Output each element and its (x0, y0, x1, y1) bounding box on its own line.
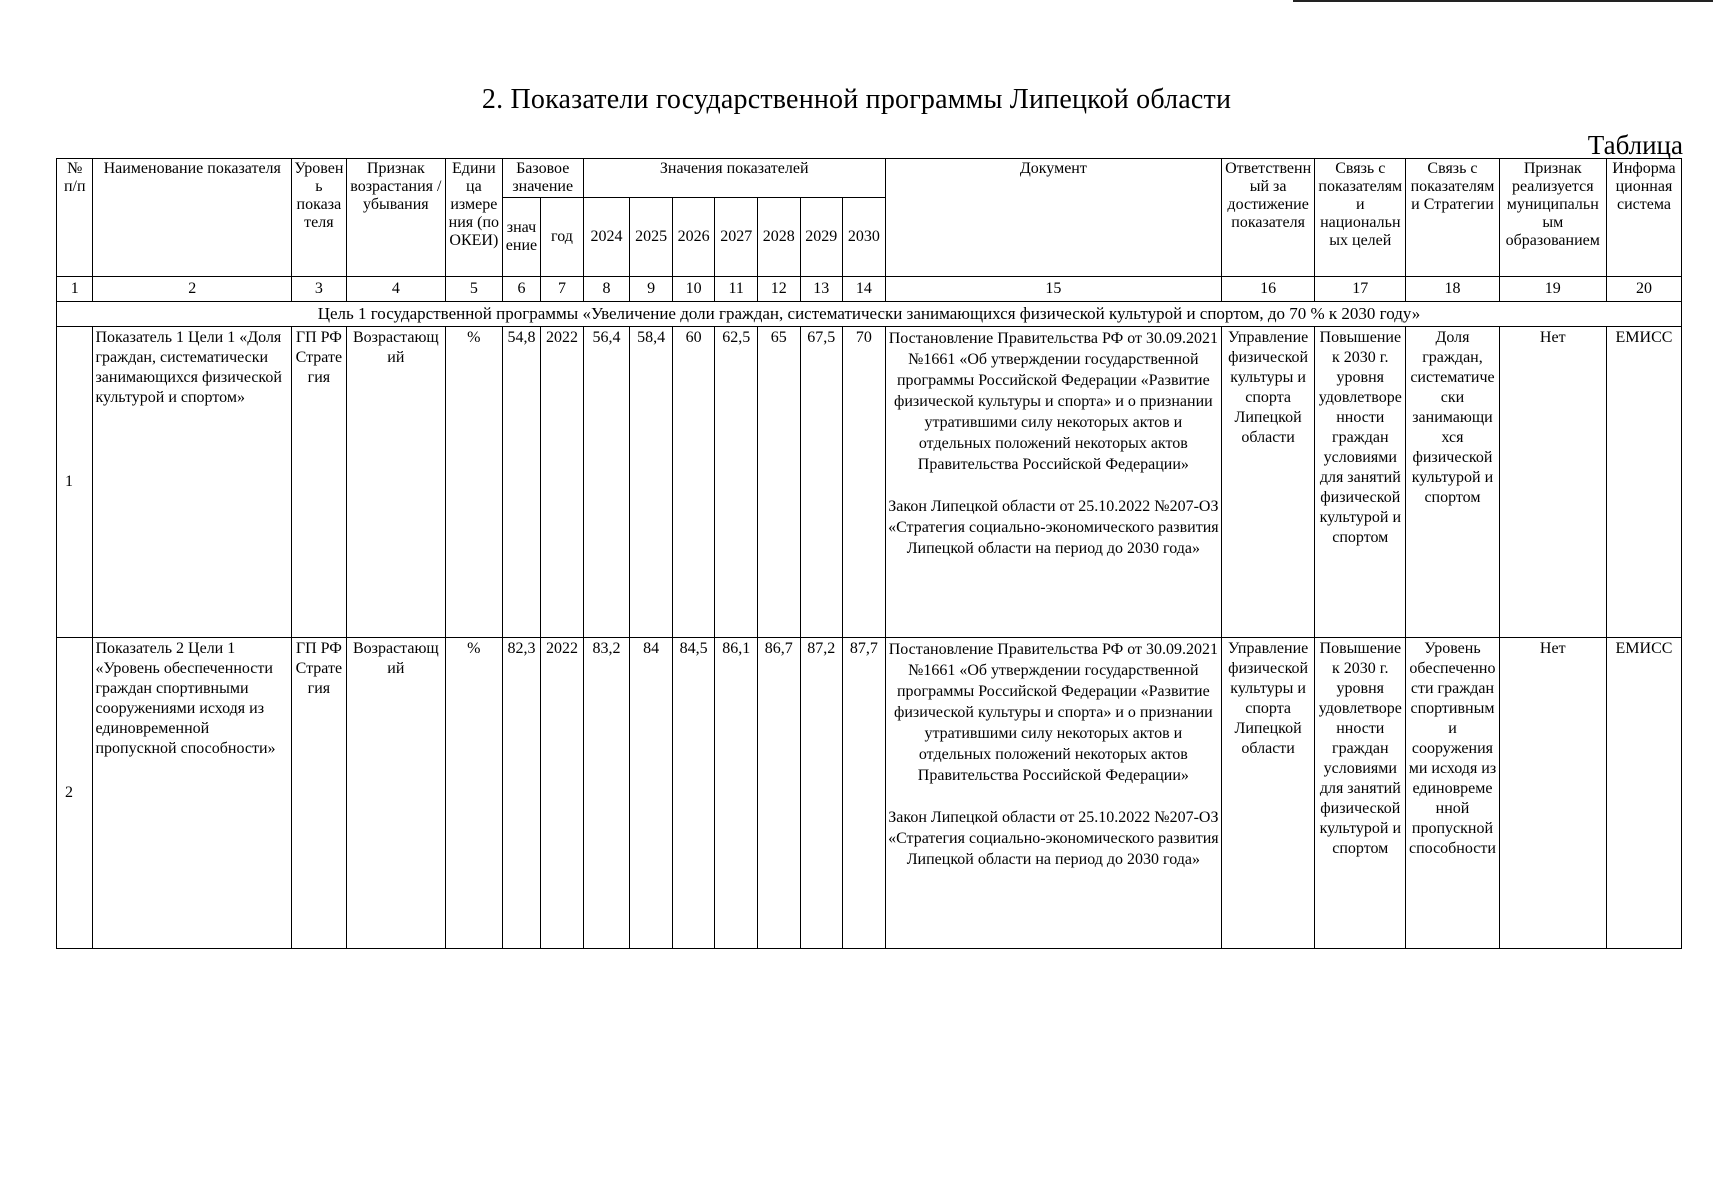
value-2026: 60 (672, 327, 715, 638)
column-number: 17 (1315, 277, 1406, 302)
header-year: 2030 (843, 198, 886, 277)
column-number: 2 (93, 277, 292, 302)
indicator-sign: Возрастающий (346, 327, 445, 638)
header-unit: Единица измерения (по ОКЕИ) (445, 159, 502, 277)
value-2029: 87,2 (800, 638, 843, 949)
value-2027: 62,5 (715, 327, 758, 638)
document-cell (885, 327, 1221, 638)
column-number: 4 (346, 277, 445, 302)
goal-row (57, 302, 1682, 327)
column-number: 1 (57, 277, 93, 302)
document-cell (885, 638, 1221, 949)
indicator-unit: % (445, 327, 502, 638)
column-number: 14 (843, 277, 886, 302)
document-law: Закон Липецкой области от 25.10.2022 №207-ОЗ «Стратегия социально-экономического развития Липецкой области на период до 2030 года» (888, 809, 1219, 868)
column-number: 16 (1222, 277, 1315, 302)
table-row (57, 327, 1682, 638)
column-number: 11 (715, 277, 758, 302)
document-decree: Постановление Правительства РФ от 30.09.2021 №1661 «Об утверждении государственной программы Российской Федерации «Развитие физической культуры и спорта» и о признании утратившими силу некоторых актов и отдельных положений некоторых актов Правительства Российской Федерации» (888, 330, 1218, 473)
header-year: 2025 (630, 198, 673, 277)
column-number: 13 (800, 277, 843, 302)
column-number: 19 (1499, 277, 1606, 302)
header-info-system: Информационная система (1606, 159, 1681, 277)
table-label: Таблица (1587, 130, 1683, 160)
value-2029: 67,5 (800, 327, 843, 638)
base-year: 2022 (541, 638, 584, 949)
header-level: Уровень показателя (292, 159, 347, 277)
responsible: Управление физической культуры и спорта Липецкой области (1222, 638, 1315, 949)
indicator-level: ГП РФ Стратегия (292, 327, 347, 638)
header-year: 2029 (800, 198, 843, 277)
base-year: 2022 (541, 327, 584, 638)
column-number: 3 (292, 277, 347, 302)
info-system: ЕМИСС (1606, 327, 1681, 638)
document-decree: Постановление Правительства РФ от 30.09.2021 №1661 «Об утверждении государственной программы Российской Федерации «Развитие физической культуры и спорта» и о признании утратившими силу некоторых актов и отдельных положений некоторых актов Правительства Российской Федерации» (888, 641, 1218, 784)
value-2027: 86,1 (715, 638, 758, 949)
municipal: Нет (1499, 638, 1606, 949)
value-2030: 87,7 (843, 638, 886, 949)
link-strategy: Доля граждан, систематически занимающихся физической культурой и спортом (1406, 327, 1499, 638)
header-values: Значения показателей (583, 159, 885, 198)
value-2025: 58,4 (630, 327, 673, 638)
header-base-year: год (541, 198, 584, 277)
column-number: 6 (502, 277, 540, 302)
value-2025: 84 (630, 638, 673, 949)
column-number: 9 (630, 277, 673, 302)
link-strategy: Уровень обеспеченности граждан спортивными сооружениями исходя из единовременной пропускной способности (1406, 638, 1499, 949)
header-no: № п/п (57, 159, 93, 277)
base-value: 82,3 (502, 638, 540, 949)
header-link-strategy: Связь с показателями Стратегии (1406, 159, 1499, 277)
header-link-national: Связь с показателями национальных целей (1315, 159, 1406, 277)
column-number: 15 (885, 277, 1221, 302)
municipal: Нет (1499, 327, 1606, 638)
column-number: 10 (672, 277, 715, 302)
indicator-unit: % (445, 638, 502, 949)
responsible: Управление физической культуры и спорта Липецкой области (1222, 327, 1315, 638)
row-number: 2 (57, 638, 93, 949)
header-year: 2026 (672, 198, 715, 277)
link-national: Повышение к 2030 г. уровня удовлетворенности граждан условиями для занятий физической культурой и спортом (1315, 638, 1406, 949)
row-number: 1 (57, 327, 93, 638)
header-responsible: Ответственный за достижение показателя (1222, 159, 1315, 277)
value-2026: 84,5 (672, 638, 715, 949)
indicator-sign: Возрастающий (346, 638, 445, 949)
column-number: 20 (1606, 277, 1681, 302)
indicator-name: Показатель 2 Цели 1 «Уровень обеспеченности граждан спортивными сооружениями исходя из единовременной пропускной способности» (93, 638, 292, 949)
indicators-table (56, 158, 1682, 949)
page-title: 2. Показатели государственной программы Липецкой области (481, 84, 1232, 115)
header-base-value: значение (502, 198, 540, 277)
goal-text: Цель 1 государственной программы «Увеличение доли граждан, систематически занимающихся физической культурой и спортом, до 70 % к 2030 году» (57, 302, 1682, 327)
column-number: 7 (541, 277, 584, 302)
value-2024: 56,4 (583, 327, 630, 638)
header-municipal: Признак реализуется муниципальным образованием (1499, 159, 1606, 277)
base-value: 54,8 (502, 327, 540, 638)
info-system: ЕМИСС (1606, 638, 1681, 949)
value-2030: 70 (843, 327, 886, 638)
header-year: 2024 (583, 198, 630, 277)
column-numbers-row (57, 277, 1682, 302)
column-number: 8 (583, 277, 630, 302)
header-document: Документ (885, 159, 1221, 277)
value-2024: 83,2 (583, 638, 630, 949)
header-sign: Признак возрастания / убывания (346, 159, 445, 277)
column-number: 5 (445, 277, 502, 302)
header-name: Наименование показателя (93, 159, 292, 277)
header-base: Базовое значение (502, 159, 583, 198)
link-national: Повышение к 2030 г. уровня удовлетворенности граждан условиями для занятий физической культурой и спортом (1315, 327, 1406, 638)
scan-edge-line (1293, 0, 1713, 2)
indicator-level: ГП РФ Стратегия (292, 638, 347, 949)
table-row (57, 638, 1682, 949)
column-number: 12 (757, 277, 800, 302)
header-year: 2028 (757, 198, 800, 277)
column-number: 18 (1406, 277, 1499, 302)
value-2028: 86,7 (757, 638, 800, 949)
document-law: Закон Липецкой области от 25.10.2022 №207-ОЗ «Стратегия социально-экономического развития Липецкой области на период до 2030 года» (888, 498, 1219, 557)
header-year: 2027 (715, 198, 758, 277)
value-2028: 65 (757, 327, 800, 638)
indicator-name: Показатель 1 Цели 1 «Доля граждан, систематически занимающихся физической культурой и спортом» (93, 327, 292, 638)
